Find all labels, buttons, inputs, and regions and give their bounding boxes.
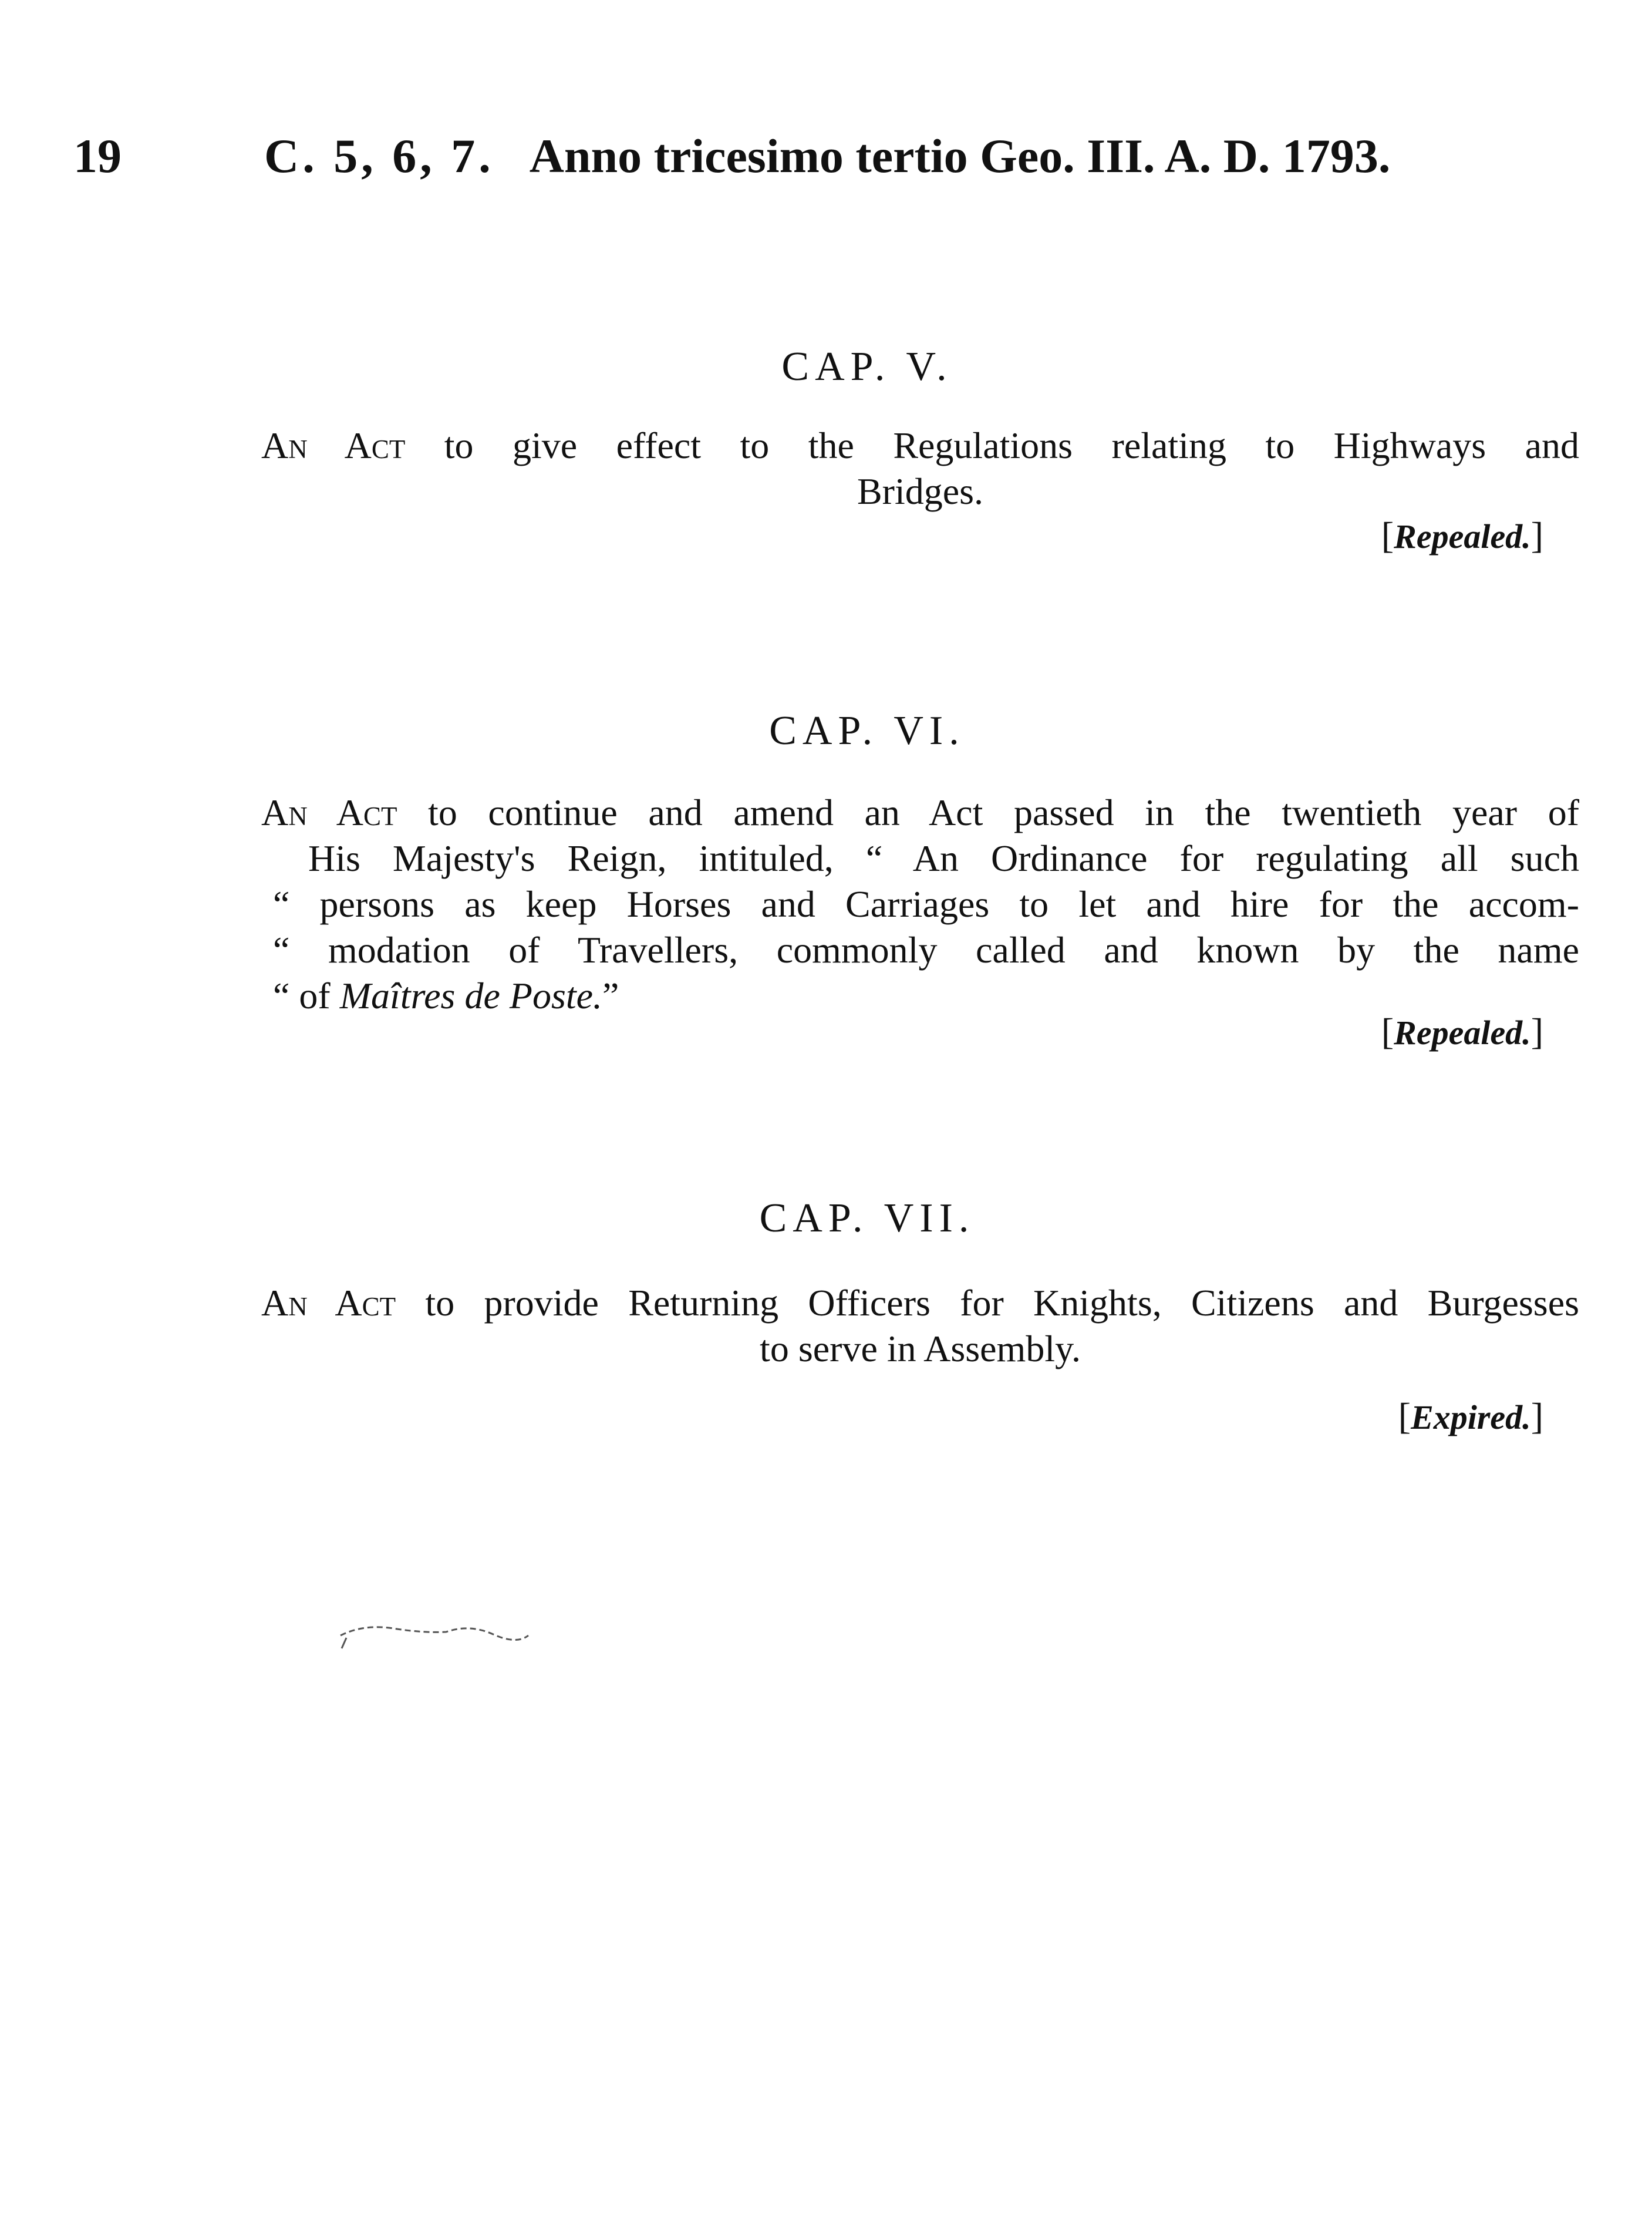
act-lead: An Act [261,425,406,466]
cap-vi-heading: CAP. VI. [769,708,965,753]
cap-v-line-1: An Act to give effect to the Regulations relating to Highways and [261,425,1580,466]
cap-vi-line-5: “ of Maîtres de Poste.” [273,975,619,1017]
cap-v-heading: CAP. V. [781,344,953,389]
act-lead: An Act [261,792,397,833]
cap-vii-line-1: An Act to provide Returning Officers for Knights, Citizens and Burgesses [261,1282,1579,1324]
cap-vi-line-4: “ modation of Travellers, commonly called and known by the name [273,929,1579,971]
cap-vi-status: [Repealed.] [1381,1011,1543,1052]
cap-vi-line-2: His Majesty's Reign, intituled, “ An Ordinance for regulating all such [308,837,1579,879]
running-head-title: Anno tricesimo tertio Geo. III. A. D. 1793. [529,129,1391,183]
page-number: 19 [73,129,122,183]
running-head [264,129,1579,183]
cap-v-status: [Repealed.] [1381,514,1543,556]
cap-vii-heading: CAP. VII. [759,1196,975,1241]
cap-vii-status: [Expired.] [1398,1395,1543,1437]
ink-scribble-mark [329,1612,540,1659]
act-lead: An Act [261,1282,396,1324]
italic-phrase: Maîtres de Poste. [339,975,603,1017]
cap-vi-line-1: An Act to continue and amend an Act passed in the twentieth year of [261,792,1580,833]
cap-vi-line-3: “ persons as keep Horses and Carriages to let and hire for the accom- [273,883,1579,925]
running-head-chapters: C. 5, 6, 7. [264,129,494,183]
cap-vii-line-2: to serve in Assembly. [760,1328,1081,1369]
cap-v-act-text [261,423,1579,514]
cap-vii-act-text [261,1280,1579,1372]
cap-vi-act-text [261,790,1579,1019]
cap-v-line-2: Bridges. [857,470,984,512]
